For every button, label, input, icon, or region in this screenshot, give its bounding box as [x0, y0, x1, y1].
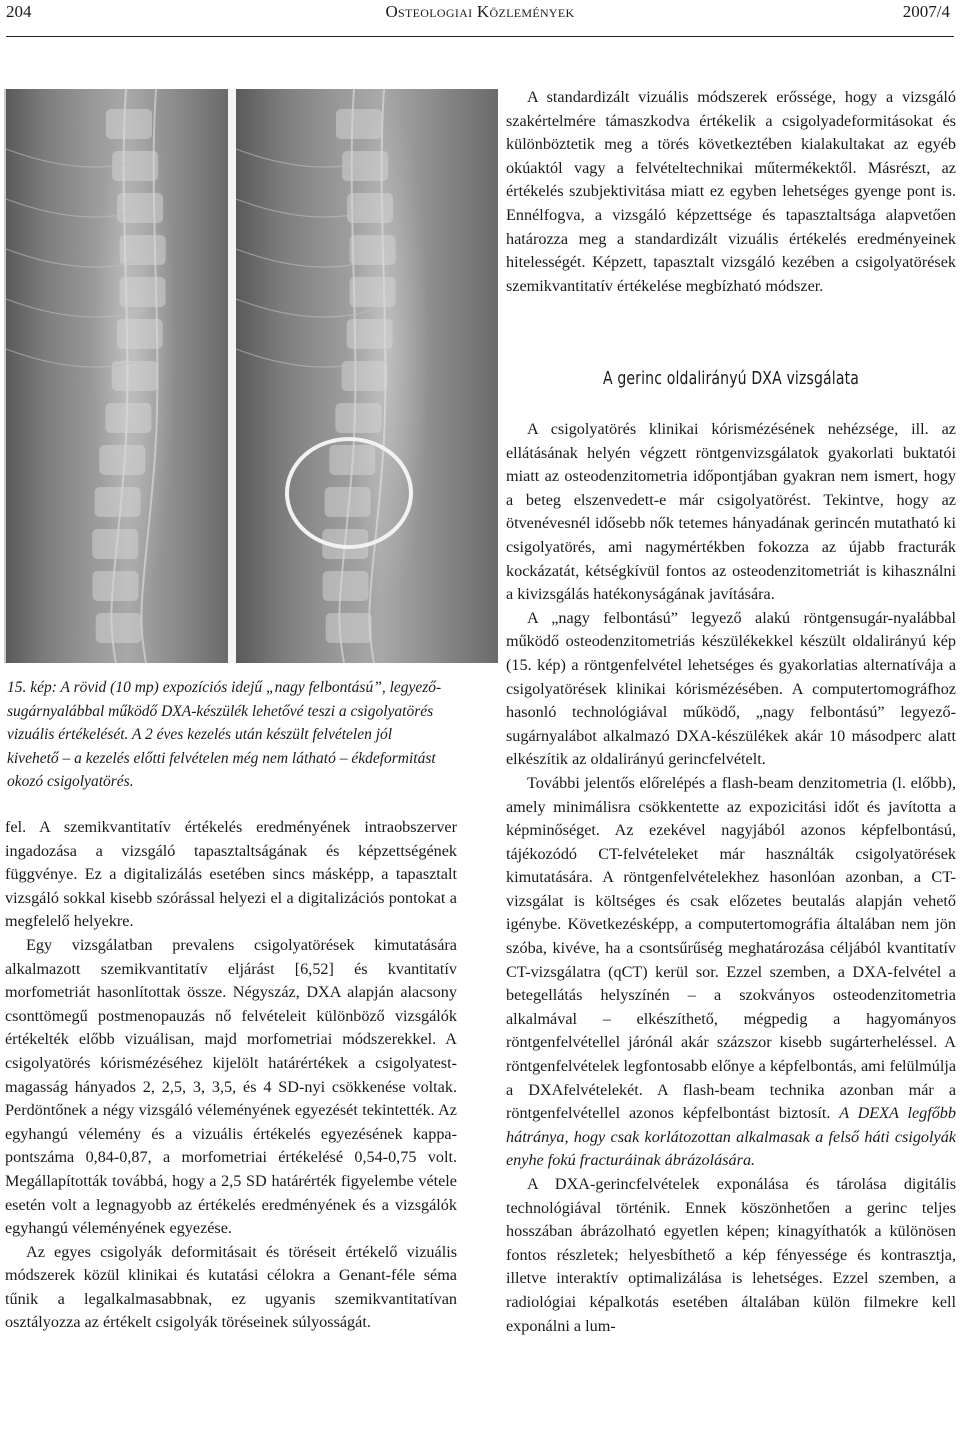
- vertebra-shape: [335, 403, 381, 433]
- journal-title: Osteologiai Közlemények: [385, 2, 575, 21]
- header-rule: [6, 36, 954, 37]
- spine-image-right: [236, 89, 498, 663]
- section-heading: A gerinc oldalirányú DXA vizsgálata: [602, 368, 860, 389]
- vertebra-shape: [99, 445, 145, 475]
- issue-number: 2007/4: [902, 2, 950, 21]
- vertebra-shape: [326, 613, 372, 643]
- vertebra-shape: [96, 613, 142, 643]
- vertebra-shape: [106, 109, 152, 139]
- vertebra-shape: [347, 319, 393, 349]
- vertebra-shape: [117, 319, 163, 349]
- right-column-top: [506, 86, 956, 298]
- page-header: [0, 0, 960, 40]
- vertebra-shape: [105, 403, 151, 433]
- paragraph: Az egyes csigolyák deformitásait és töréseit értékelő vizuális módszerek közül klinikai és kutatási célokra a Genant-féle séma tűnik a legalkalmasabbnak, ez ugyanis szemikvantitatívan osztályozza az értékelt csigolyák töréseinek súlyosságát.: [5, 1242, 457, 1332]
- vertebra-shape: [112, 151, 158, 181]
- vertebra-shape: [350, 277, 396, 307]
- italic-text: A DEXA legfőbb hátránya, hogy csak korlátozottan alkalmasak a felső háti csigolyák enyhe fokú fracturáinak ábrázolására.: [506, 1104, 956, 1170]
- vertebra-shape: [117, 193, 163, 223]
- paragraph: [506, 772, 956, 1173]
- figure-caption: 15. kép: A rövid (10 mp) expozíciós idejű „nagy felbontású”, legyező-sugárnyalábbal működő DXA-készülék lehetővé teszi a csigolyatörés vizuális értékelését. A 2 éves kezelés után készült felvételen jól kivehető – a kezelés előtti felvételen még nem látható – ékdeformitást okozó csigolyatörés.: [7, 679, 442, 791]
- vertebra-shape: [336, 109, 382, 139]
- image-separator: [228, 89, 236, 663]
- right-column-main: [506, 418, 956, 1338]
- vertebra-shape: [95, 487, 141, 517]
- spine-image-left: [6, 89, 228, 663]
- vertebra-shape: [325, 487, 371, 517]
- xray-before-treatment: [6, 89, 228, 663]
- vertebra-shape: [120, 277, 166, 307]
- vertebra-shape: [92, 529, 138, 559]
- paragraph: A DXA-gerincfelvételek exponálása és tárolása digitális technológiával történik. Ennek köszönhetően a gerinc teljes hosszában ábrázolható egyetlen képen; kinagyíthatók a különösen fontos részletek; helyesbíthető a kép fényessége és kontrasztja, illetve interaktív optimalizálása is lehetséges. Ezzel szemben, a radiológiai képalkotás esetében általában külön filmekre kell exponálni a lum-: [506, 1175, 956, 1335]
- paragraph: fel. A szemikvantitatív értékelés eredményének intraobszerver ingadozása a vizsgáló tapasztaltságának és képzettségének függvénye. Ez a digitalizálás esetében sincs másképp, a tapasztalt vizsgáló sokkal kisebb szórással helyezi el a digitalizációs pontokat a megfelelő helyekre.: [5, 818, 457, 931]
- xray-figure: [4, 89, 498, 663]
- xray-after-treatment: [236, 89, 498, 663]
- vertebra-shape: [93, 571, 139, 601]
- paragraph: A csigolyatörés klinikai kórismézésének nehézsége, ill. az ellátásának helyén végzett röntgenvizsgálatok gyakorlati buktatói miatt az osteodenzitometria időpontjában gyakran nem ismert, hogy a beteg elszenvedett-e már csigolyatörést. Tekintve, hogy az ötvenévesnél idősebb nők tetemes hányadának gerincén mutatható ki csigolyatörés, ami nagymértékben fokozza az újabb fracturák kockázatát, kétségkívül fontos az osteodenzitometriát is kihasználni a kivizsgálás hatékonyságának javítására.: [506, 420, 956, 604]
- paragraph-text: További jelentős előrelépés a flash-beam denzitometria (l. előbb), amely minimálisra csökkentette az expozicitási időt és javította a képminőséget. Az ezekével nagyjából azonos képfelbontású, tájékozódó CT-felvételeket már használták csigolyatörések kimutatására. A röntgenfelvételekhez hasonlóan azonban, a CT-vizsgálat is költséges és csak előzetes beutalás alapján vehető igénybe. Következésképp, a computertomográfia általában nem jön szóba, kivéve, ha a csontsűrűség meghatározása céljából kvantitatív CT-vizsgálatra (qCT) kerül sor. Ezzel szemben, a DXA-felvétel a betegellátás helyszínén – a szokványos osteodenzitometria alkalmával – elkészíthető, mégpedig a hagyományos röntgenfelvétellel járónál akár százszor kisebb sugárterheléssel. A röntgenfelvételek legfontosabb előnye a képfelbontás, ami felülmúlja a DXAfelvételekét. A flash-beam technika azonban már a röntgenfelvétellel azonos képfelbontást biztosít.: [506, 773, 956, 1123]
- page-number: 204: [6, 2, 32, 21]
- paragraph: A „nagy felbontású” legyező alakú röntgensugár-nyalábbal működő osteodenzitometriás készülékekkel készült oldalirányú kép (15. kép) a röntgenfelvétel lehetséges és gyakorlatias alternatívája a csigolyatörések klinikai kórismézésében. A computertomográfhoz hasonló technológiával működő, „nagy felbontású” legyező-sugárnyalábot alkalmazó DXA-készülékek akár 10 másodperc alatt elkészítik az oldalirányú gerincfelvételt.: [506, 608, 956, 769]
- paragraph: A standardizált vizuális módszerek erőssége, hogy a vizsgáló szakértelmére támaszkodva értékelik a csigolyadeformitásokat és különböztetik meg a törés következtében kialakultakat az egyéb okúaktól vagy a felvételtechnikai műtermékektől. Másrészt, az értékelés szubjektivitása miatt ez egyben lehetséges gyenge pont is. Ennélfogva, a vizsgáló képzettsége és tapasztaltsága alapvetően határozza meg a standardizált vizuális értékelés eredményeinek hitelességét. Képzett, tapasztalt vizsgáló kezében a csigolyatörések szemikvantitatív értékelése megbízható módszer.: [506, 88, 956, 295]
- vertebra-shape: [329, 445, 375, 475]
- left-column-main: [5, 816, 457, 1335]
- vertebra-shape: [342, 151, 388, 181]
- vertebra-shape: [323, 571, 369, 601]
- paragraph: Egy vizsgálatban prevalens csigolyatörések kimutatására alkalmazott szemikvantitatív eljárást [6,52] és kvantitatív morfometriát hasonlítottak össze. Négyszáz, DXA alapján alacsony csonttömegű postmenopauzás nő felvételeit különböző vizsgálók értékelték előbb vizuálisan, majd morfometriai módszerekkel. A csigolyatörés kórismézéséhez kijelölt határértékek a csigolyatest-magasság hányados 2, 2,5, 3, 3,5, és 4 SD-nyi csökkenése voltak. Perdöntőnek a négy vizsgáló véleményének egyezését tekintették. Az egyhangú vélemény és a vizuális értékelés egyezésének kappa-pontszáma 0,84-0,87, a morfometriai értékelésé 0,54-0,75 volt. Megállapították továbbá, hogy a 2,5 SD határérték figyelembe vétele esetén volt a legnagyobb az értékelés eredményének és a vizsgálók egyhangú véleményének egyezése.: [5, 935, 457, 1238]
- vertebra-shape: [347, 193, 393, 223]
